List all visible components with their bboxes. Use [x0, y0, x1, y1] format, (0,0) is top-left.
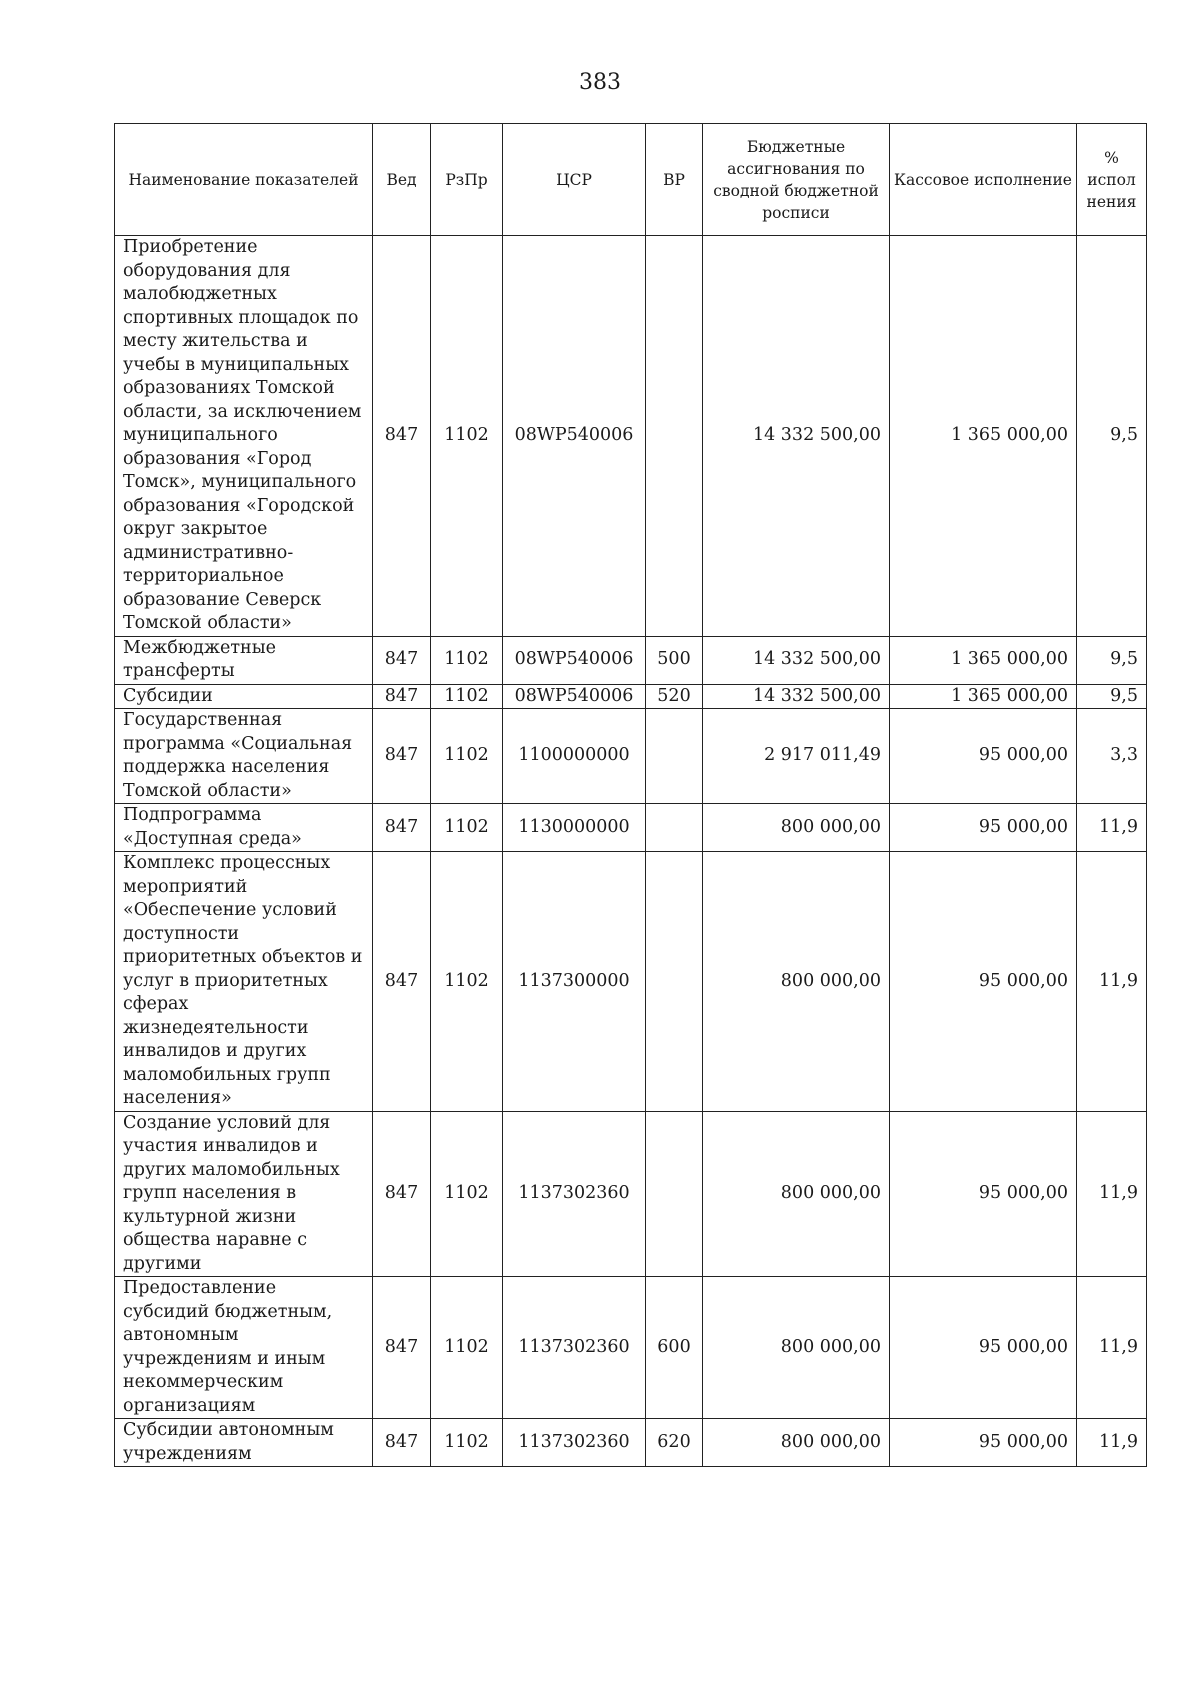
cell-csr: 08WP540006 — [503, 636, 646, 684]
header-cash: Кассовое исполнение — [890, 124, 1077, 236]
cell-ved: 847 — [373, 684, 431, 709]
cell-name: Подпрограмма «Доступная среда» — [115, 804, 373, 852]
cell-name: Межбюджетные трансферты — [115, 636, 373, 684]
cell-cash: 95 000,00 — [890, 1111, 1077, 1277]
cell-pct: 11,9 — [1077, 1419, 1147, 1467]
table-row — [115, 684, 1147, 709]
cell-csr: 08WP540006 — [503, 684, 646, 709]
cell-vr: 600 — [646, 1277, 703, 1419]
header-name: Наименование показателей — [115, 124, 373, 236]
cell-vr: 500 — [646, 636, 703, 684]
cell-budget: 800 000,00 — [703, 1277, 890, 1419]
cell-vr — [646, 1111, 703, 1277]
table-row — [115, 1111, 1147, 1277]
cell-name: Создание условий для участия инвалидов и других маломобильных групп населения в культурной жизни общества наравне с другими — [115, 1111, 373, 1277]
cell-cash: 1 365 000,00 — [890, 684, 1077, 709]
table-row — [115, 1419, 1147, 1467]
cell-pct: 11,9 — [1077, 1111, 1147, 1277]
cell-ved: 847 — [373, 852, 431, 1112]
cell-vr — [646, 804, 703, 852]
cell-csr: 08WP540006 — [503, 236, 646, 637]
header-rzpr: РзПр — [431, 124, 503, 236]
cell-csr: 1137300000 — [503, 852, 646, 1112]
header-ved: Вед — [373, 124, 431, 236]
cell-pct: 9,5 — [1077, 636, 1147, 684]
cell-pct: 9,5 — [1077, 684, 1147, 709]
table-row — [115, 804, 1147, 852]
table-row — [115, 1277, 1147, 1419]
cell-cash: 95 000,00 — [890, 804, 1077, 852]
cell-name: Субсидии — [115, 684, 373, 709]
cell-cash: 95 000,00 — [890, 852, 1077, 1112]
cell-csr: 1137302360 — [503, 1111, 646, 1277]
cell-pct: 11,9 — [1077, 1277, 1147, 1419]
cell-pct: 3,3 — [1077, 709, 1147, 804]
cell-rzpr: 1102 — [431, 852, 503, 1112]
cell-rzpr: 1102 — [431, 684, 503, 709]
cell-ved: 847 — [373, 804, 431, 852]
cell-name: Государственная программа «Социальная поддержка населения Томской области» — [115, 709, 373, 804]
cell-pct: 9,5 — [1077, 236, 1147, 637]
cell-vr: 520 — [646, 684, 703, 709]
cell-rzpr: 1102 — [431, 1419, 503, 1467]
table-row — [115, 236, 1147, 637]
cell-cash: 1 365 000,00 — [890, 636, 1077, 684]
cell-rzpr: 1102 — [431, 1111, 503, 1277]
cell-budget: 800 000,00 — [703, 1419, 890, 1467]
cell-ved: 847 — [373, 1277, 431, 1419]
cell-csr: 1137302360 — [503, 1277, 646, 1419]
header-pct: % испол нения — [1077, 124, 1147, 236]
cell-rzpr: 1102 — [431, 1277, 503, 1419]
cell-csr: 1130000000 — [503, 804, 646, 852]
cell-vr — [646, 236, 703, 637]
cell-vr — [646, 852, 703, 1112]
cell-ved: 847 — [373, 636, 431, 684]
cell-cash: 95 000,00 — [890, 709, 1077, 804]
table-header-row — [115, 124, 1147, 236]
header-csr: ЦСР — [503, 124, 646, 236]
cell-rzpr: 1102 — [431, 636, 503, 684]
cell-rzpr: 1102 — [431, 236, 503, 637]
cell-ved: 847 — [373, 1111, 431, 1277]
header-vr: ВР — [646, 124, 703, 236]
cell-name: Предоставление субсидий бюджетным, автономным учреждениям и иным некоммерческим организациям — [115, 1277, 373, 1419]
page-number: 383 — [579, 70, 621, 95]
cell-cash: 1 365 000,00 — [890, 236, 1077, 637]
cell-name: Комплекс процессных мероприятий «Обеспечение условий доступности приоритетных объектов и услуг в приоритетных сферах жизнедеятельности инвалидов и других маломобильных групп населения» — [115, 852, 373, 1112]
cell-name: Субсидии автономным учреждениям — [115, 1419, 373, 1467]
cell-cash: 95 000,00 — [890, 1419, 1077, 1467]
cell-budget: 2 917 011,49 — [703, 709, 890, 804]
cell-budget: 14 332 500,00 — [703, 636, 890, 684]
cell-budget: 800 000,00 — [703, 852, 890, 1112]
cell-cash: 95 000,00 — [890, 1277, 1077, 1419]
cell-ved: 847 — [373, 236, 431, 637]
cell-csr: 1100000000 — [503, 709, 646, 804]
cell-pct: 11,9 — [1077, 852, 1147, 1112]
cell-name: Приобретение оборудования для малобюджетных спортивных площадок по месту жительства и учебы в муниципальных образованиях Томской области, за исключением муниципального образования «Город Томск», муниципального образования «Городской округ закрытое административно-территориальное образование Северск Томской области» — [115, 236, 373, 637]
cell-rzpr: 1102 — [431, 709, 503, 804]
header-budget: Бюджетные ассигнования по сводной бюджетной росписи — [703, 124, 890, 236]
cell-budget: 14 332 500,00 — [703, 684, 890, 709]
cell-budget: 800 000,00 — [703, 1111, 890, 1277]
cell-budget: 14 332 500,00 — [703, 236, 890, 637]
cell-budget: 800 000,00 — [703, 804, 890, 852]
cell-ved: 847 — [373, 709, 431, 804]
table-row — [115, 636, 1147, 684]
cell-pct: 11,9 — [1077, 804, 1147, 852]
cell-vr: 620 — [646, 1419, 703, 1467]
cell-vr — [646, 709, 703, 804]
cell-ved: 847 — [373, 1419, 431, 1467]
cell-rzpr: 1102 — [431, 804, 503, 852]
table-row — [115, 709, 1147, 804]
cell-csr: 1137302360 — [503, 1419, 646, 1467]
table-row — [115, 852, 1147, 1112]
budget-execution-table — [114, 123, 1147, 1467]
